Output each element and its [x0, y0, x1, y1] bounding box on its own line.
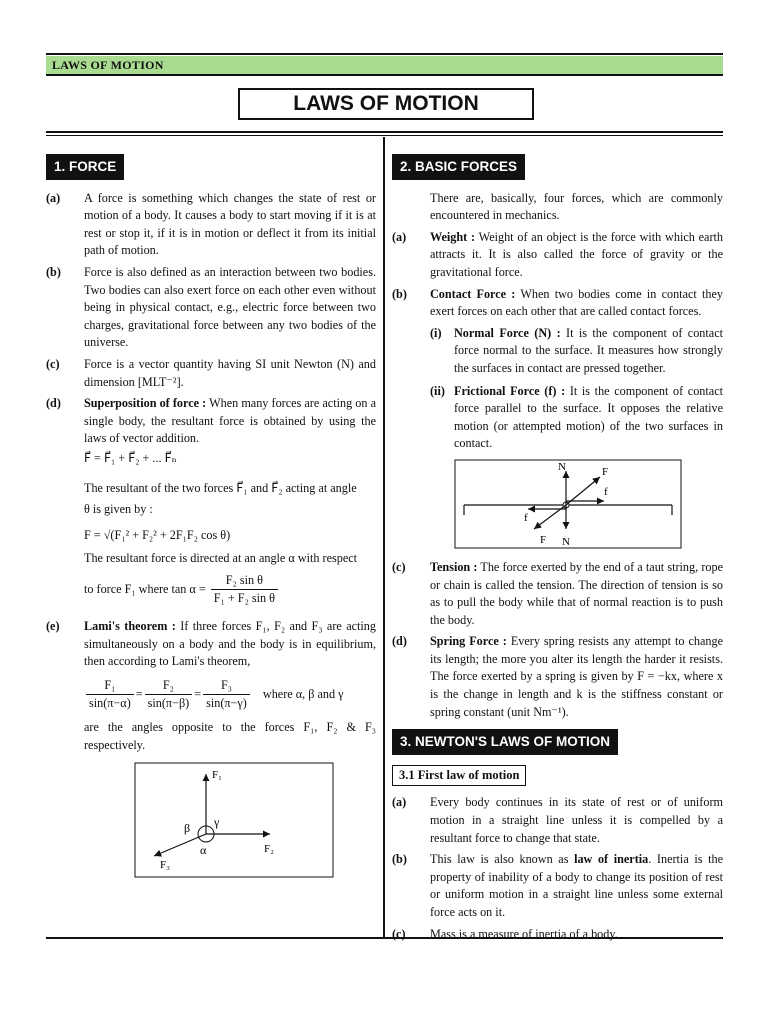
label-f-small-right: f	[604, 485, 608, 498]
item-text: Weight of an object is the force with which earth attracts it. It is also called the force of gravity or the gravitational force.	[430, 229, 723, 279]
lami-label-f2: F₂	[264, 843, 274, 856]
resultant-pre: The resultant of the two forces	[84, 480, 234, 495]
item-label: (d)	[392, 634, 407, 649]
term-contact-force: Contact Force :	[430, 286, 516, 301]
item-text-wrapper	[84, 618, 376, 671]
and-word: and	[250, 480, 269, 495]
item-text-wrapper	[430, 229, 723, 282]
lami-fraction-2	[145, 677, 193, 713]
force-item-e	[46, 618, 376, 671]
lami-num-3: F₃	[203, 677, 250, 696]
lami-label-gamma: γ	[214, 815, 220, 830]
magnitude-formula-text: F = √(F₁² + F₂² + 2F₁F₂ cos θ)	[84, 527, 231, 542]
item-text: When many forces are acting on a single body, the resultant force is obtained by using the laws of vector addition.	[84, 396, 377, 446]
item-text-wrapper	[84, 395, 376, 448]
label-f-bottom: F	[540, 533, 547, 546]
page-title: LAWS OF MOTION	[293, 92, 479, 115]
item-text: The force exerted by the end of a taut string, rope or chain is called the tension. The direction of tension is so as to pull the body while that of normal reaction is to push the body.	[430, 559, 723, 627]
label-n-bottom: N	[562, 535, 570, 548]
lami-label-f3: F₃	[160, 859, 170, 872]
item-label: (a)	[392, 229, 407, 244]
basic-item-b	[392, 286, 723, 321]
item-label: (e)	[46, 619, 60, 634]
theta-line: θ is given by :	[84, 502, 153, 517]
column-divider	[383, 137, 385, 937]
to-force-text: to force F₁ where tan α =	[84, 581, 206, 596]
lami-den-1: sin(π−α)	[89, 696, 131, 711]
vector-sum-formula: F⃗ = F⃗₁ + F⃗₂ + ... F⃗ₙ	[84, 450, 177, 465]
left-column	[46, 154, 376, 878]
item-label: (b)	[46, 264, 61, 279]
section-heading-force: 1. FORCE	[46, 154, 124, 180]
top-rule	[46, 53, 723, 55]
contact-force-figure	[454, 459, 682, 549]
magnitude-formula	[46, 527, 376, 545]
lami-fraction-3	[203, 677, 250, 713]
lami-num-2: F₂	[145, 677, 193, 696]
lami-label-f1: F₁	[212, 769, 222, 782]
item-text-wrapper	[430, 559, 723, 629]
basic-item-d	[392, 633, 723, 721]
item-label: (c)	[46, 356, 60, 371]
label-f-top: F	[602, 465, 609, 478]
force-item-c	[46, 356, 376, 391]
item-text: . Inertia is the property of inability of a body to change its position of rest or uniform motion in a straight line unless some external force acts on it.	[430, 852, 723, 919]
subitem-text: It is the component of contact force parallel to the surface. It opposes the relative motion (or attempted motion) of the two surfaces in contact.	[454, 383, 723, 451]
page-title-box	[238, 88, 534, 120]
subitem-text-wrapper	[454, 325, 723, 378]
tan-formula-line	[46, 572, 376, 608]
item-label: (b)	[392, 286, 407, 301]
section-heading-basic-forces: 2. BASIC FORCES	[392, 154, 525, 180]
resultant-line	[46, 480, 376, 498]
basic-item-a	[392, 229, 723, 282]
item-text-wrapper	[430, 851, 723, 921]
term-normal-force: Normal Force (N) :	[454, 325, 561, 340]
label-n-top: N	[558, 460, 566, 473]
subitem-label: (ii)	[430, 383, 445, 398]
lami-den-3: sin(π−γ)	[206, 696, 247, 711]
item-label: (d)	[46, 396, 61, 411]
lami-after: are the angles opposite to the forces F₁, F₂ & F₃ respectively.	[84, 720, 376, 752]
tan-fraction	[211, 572, 278, 608]
item-text-pre: This law is also known as	[430, 852, 575, 867]
basic-item-c	[392, 559, 723, 629]
term-spring-force: Spring Force :	[430, 634, 507, 649]
subitem-text: It is the component of contact force normal to the surface. It measures how strongly the surfaces in contact are pressed together.	[454, 325, 723, 375]
force-item-a	[46, 190, 376, 260]
term-law-of-inertia: law of inertia	[574, 852, 649, 867]
force-item-d	[46, 395, 376, 448]
lami-label-alpha: α	[200, 843, 207, 858]
subsection-first-law: 3.1 First law of motion	[392, 765, 526, 787]
subitem-text-wrapper	[454, 383, 723, 453]
item-text: If three forces F₁, F₂ and F₃ are acting simultaneously on a body and the body is in equilibrium, then according to Lami's theorem,	[84, 619, 376, 669]
direction-line: The resultant force is directed at an angle α with respect	[84, 551, 358, 566]
item-label: (b)	[392, 852, 407, 867]
banner-title: LAWS OF MOTION	[52, 58, 164, 72]
item-text: Every body continues in its state of rest or of uniform motion in a straight line unless it is compelled by a resultant force to change that state.	[430, 795, 723, 845]
force-item-b	[46, 264, 376, 352]
f2-vector: F⃗₂	[271, 480, 283, 495]
item-text: Every spring resists any attempt to change its length; the more you alter its length the harder it resists. The force exerted by a spring is given by F = −kx, where x is the change in length and k is the stiffness constant or spring constant (unit Nm⁻¹).	[430, 634, 723, 719]
lami-num-1: F₁	[86, 677, 134, 696]
section-heading-newtons-laws: 3. NEWTON'S LAWS OF MOTION	[392, 729, 618, 755]
lami-where: where α, β and γ	[262, 686, 344, 701]
item-text: Mass is a measure of inertia of a body.	[430, 926, 618, 941]
term-lami: Lami's theorem :	[84, 619, 176, 634]
newton-item-a	[392, 794, 723, 847]
lami-fraction-1	[86, 677, 134, 713]
title-rule-upper	[46, 131, 723, 133]
basic-forces-intro: There are, basically, four forces, which are commonly encountered in mechanics.	[430, 190, 723, 223]
basic-subitem-ii	[392, 383, 723, 453]
item-text: When two bodies come in contact they exert forces on each other that are called contact forces.	[430, 286, 723, 319]
label-f-small-left: f	[524, 511, 528, 524]
item-text: Force is a vector quantity having SI unit Newton (N) and dimension [MLT⁻²].	[84, 356, 376, 389]
newton-item-b	[392, 851, 723, 921]
item-label: (a)	[46, 190, 61, 205]
newton-item-c	[392, 926, 723, 944]
term-tension: Tension :	[430, 559, 478, 574]
lami-arrow-f3	[154, 834, 206, 856]
basic-subitem-i	[392, 325, 723, 378]
term-frictional-force: Frictional Force (f) :	[454, 383, 566, 398]
right-column	[392, 154, 723, 947]
lami-equation: $\frac{\text{F₁}}{\sin(\pi-\alpha)}$ = $\frac{\text{F₂}}{\sin(\pi-\beta)}$ = $\frac{\text{F₃}}{\sin(\pi-\gamma)}$ where α, β and γ	[46, 677, 376, 713]
chapter-banner	[46, 56, 723, 76]
item-label: (c)	[392, 559, 406, 574]
subitem-label: (i)	[430, 325, 442, 340]
title-rule-lower	[46, 135, 723, 136]
item-text-wrapper	[430, 633, 723, 721]
lami-label-beta: β	[184, 821, 191, 836]
term-superposition: Superposition of force :	[84, 396, 207, 411]
f1-vector: F⃗₁	[236, 480, 248, 495]
lami-figure	[134, 762, 334, 878]
resultant-post: acting at angle	[285, 480, 357, 495]
item-label: (c)	[392, 926, 406, 941]
tan-numerator: F₂ sin θ	[211, 572, 278, 591]
tan-denominator: F₁ + F₂ sin θ	[213, 591, 275, 606]
item-text: Force is also defined as an interaction between two bodies. Two bodies can also exert force on each other even without being in physical contact, e.g., electric force between two charges, gravitational force between any two bodies of the universe.	[84, 264, 376, 350]
vector-sum-line	[46, 450, 376, 468]
lami-den-2: sin(π−β)	[147, 696, 190, 711]
item-text-wrapper	[430, 286, 723, 321]
item-text: A force is something which changes the state of rest or motion of a body. It causes a body to start moving if it is at rest or stop it, if it is in motion or deflect it from its initial path of motion.	[84, 190, 376, 258]
item-label: (a)	[392, 795, 407, 810]
term-weight: Weight :	[430, 229, 476, 244]
